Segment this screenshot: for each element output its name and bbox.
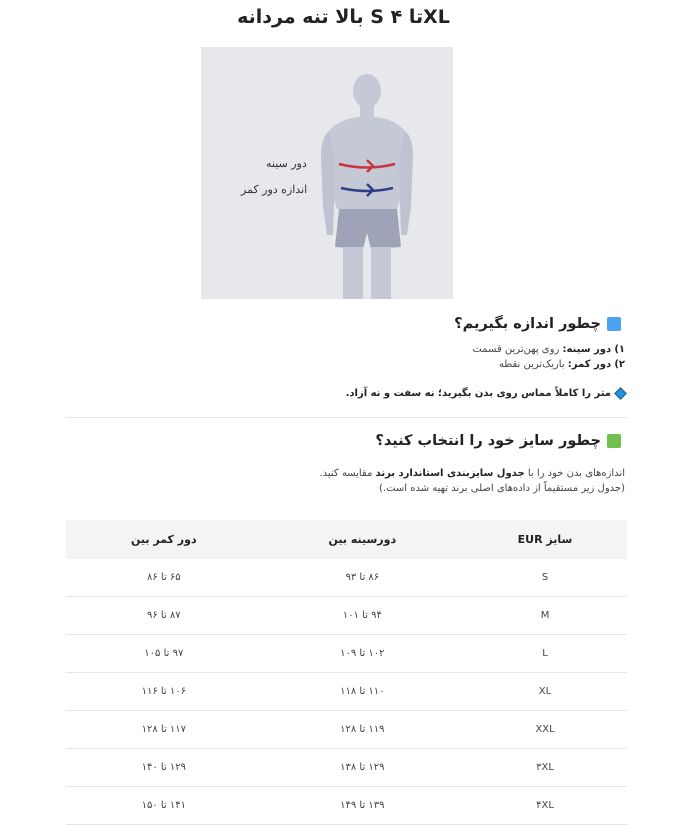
measure-tip: متر را کاملاً مماس روی بدن بگیرید؛ نه سفت و نه آزاد. (346, 388, 625, 399)
chest-cell: ۹۴ تا ۱۰۱ (262, 597, 463, 635)
waist-cell: ۸۷ تا ۹۶ (66, 597, 262, 635)
section-divider (66, 417, 627, 418)
waist-cell: ۶۵ تا ۸۶ (66, 559, 262, 597)
size-cell: S (463, 559, 627, 597)
header-waist: دور کمر بین (66, 520, 262, 559)
table-header-row (66, 520, 627, 559)
chest-cell: ۱۱۹ تا ۱۲۸ (262, 711, 463, 749)
page-title: بالا تنه مردانه S تا ۴XL (237, 6, 450, 28)
choose-size-heading: چطور سایز خود را انتخاب کنید؟ (375, 433, 621, 449)
green-square-icon (607, 434, 621, 448)
chest-cell: ۱۳۹ تا ۱۴۹ (262, 787, 463, 825)
measure-item-waist: ۲) دور کمر: باریک‌ترین نقطه (498, 359, 625, 370)
waist-cell: ۹۷ تا ۱۰۵ (66, 635, 262, 673)
how-to-measure-heading: چطور اندازه بگیریم؟ (454, 316, 621, 332)
size-cell: M (463, 597, 627, 635)
size-cell: L (463, 635, 627, 673)
chest-cell: ۸۶ تا ۹۳ (262, 559, 463, 597)
measure-item-chest: ۱) دور سینه: روی پهن‌ترین قسمت (472, 344, 625, 355)
waist-cell: ۱۱۷ تا ۱۲۸ (66, 711, 262, 749)
choose-size-line-1: اندازه‌های بدن خود را با جدول سایزبندی استاندارد برند مقایسه کنید. (319, 468, 625, 479)
blue-square-icon (607, 317, 621, 331)
body-silhouette-illustration (201, 47, 453, 299)
diamond-icon (614, 387, 627, 400)
table-row (66, 711, 627, 749)
size-cell: ۳XL (463, 749, 627, 787)
size-table (66, 520, 627, 825)
table-row (66, 559, 627, 597)
size-cell: ۴XL (463, 787, 627, 825)
chest-label: دور سینه (266, 157, 307, 170)
table-row (66, 787, 627, 825)
waist-cell: ۱۲۹ تا ۱۴۰ (66, 749, 262, 787)
waist-label: اندازه دور کمر (241, 183, 308, 196)
table-row (66, 749, 627, 787)
chest-cell: ۱۲۹ تا ۱۳۸ (262, 749, 463, 787)
header-size: سایز EUR (463, 520, 627, 559)
waist-cell: ۱۰۶ تا ۱۱۶ (66, 673, 262, 711)
chest-cell: ۱۱۰ تا ۱۱۸ (262, 673, 463, 711)
table-row (66, 635, 627, 673)
choose-size-line-2: (جدول زیر مستقیماً از داده‌های اصلی برند تهیه شده است.) (379, 483, 625, 494)
table-row (66, 673, 627, 711)
header-chest: دورسینه بین (262, 520, 463, 559)
table-row (66, 597, 627, 635)
waist-cell: ۱۴۱ تا ۱۵۰ (66, 787, 262, 825)
chest-cell: ۱۰۲ تا ۱۰۹ (262, 635, 463, 673)
size-cell: XL (463, 673, 627, 711)
size-cell: XXL (463, 711, 627, 749)
body-measurement-figure (201, 47, 453, 299)
